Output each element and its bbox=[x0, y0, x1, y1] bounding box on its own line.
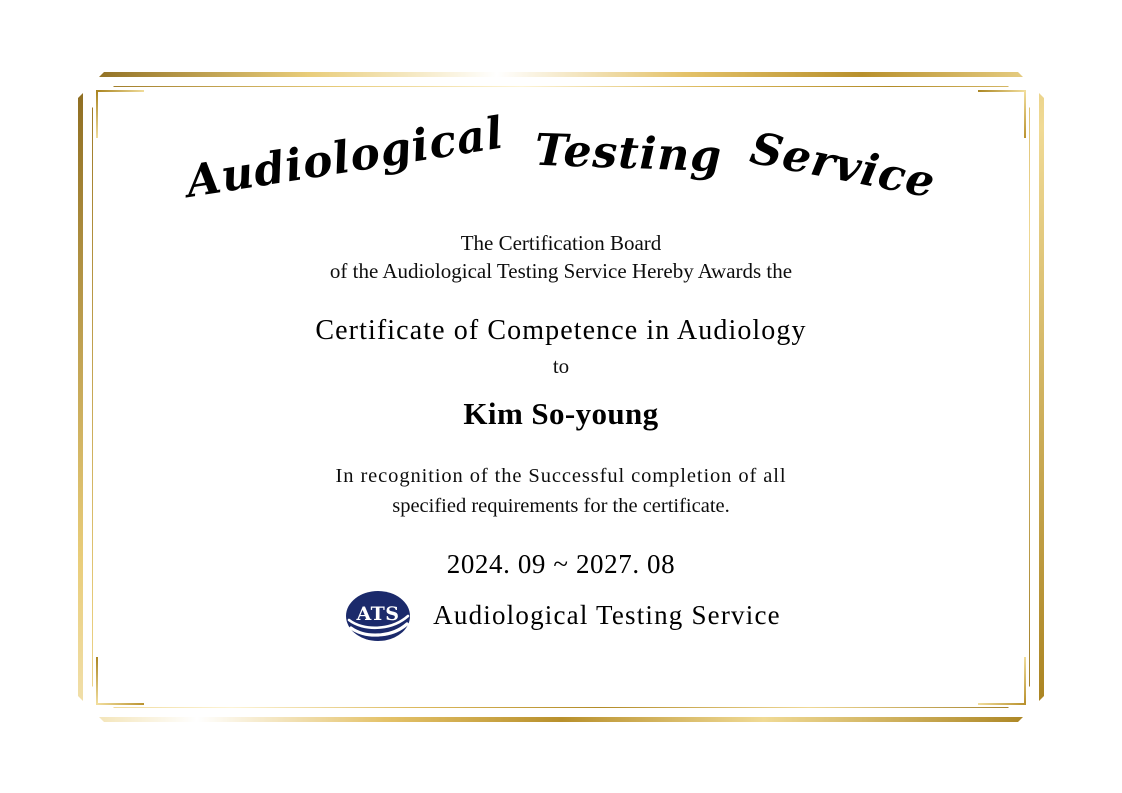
svg-text:ATS: ATS bbox=[356, 602, 400, 625]
certificate-footer bbox=[110, 586, 1012, 646]
organization-title-word-3: Service bbox=[746, 122, 940, 209]
awarding-board-line-2: of the Audiological Testing Service Hereby Awards the bbox=[329, 258, 793, 283]
awarding-board-statement bbox=[110, 230, 1012, 285]
recipient-name: Kim So-young bbox=[463, 396, 659, 432]
certificate-content bbox=[110, 104, 1012, 690]
certificate-title: Certificate of Competence in Audiology bbox=[315, 315, 807, 347]
recognition-line-1: In recognition of the Successful completion of all bbox=[335, 465, 787, 488]
organization-title-word-2: Testing bbox=[534, 124, 724, 183]
awarding-board-line-1: The Certification Board bbox=[460, 231, 662, 255]
ats-logo-icon bbox=[341, 586, 415, 646]
recognition-line-2: specified requirements for the certificate. bbox=[392, 494, 730, 517]
organization-title-word-1: Audiological bbox=[182, 107, 507, 209]
to-label: to bbox=[552, 354, 570, 379]
organization-title bbox=[110, 107, 1012, 209]
footer-organization-name: Audiological Testing Service bbox=[433, 600, 781, 631]
recognition-statement bbox=[110, 462, 1012, 520]
validity-period: 2024. 09 ~ 2027. 08 bbox=[446, 548, 676, 579]
